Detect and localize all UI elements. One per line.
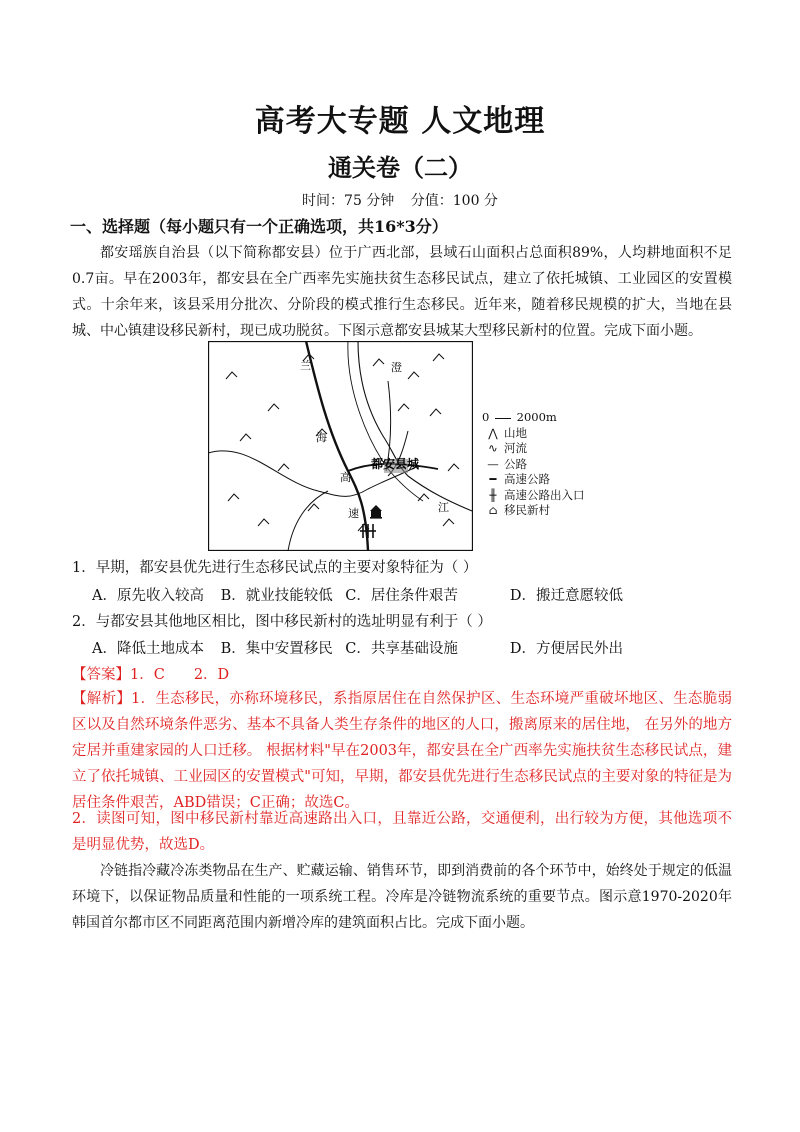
mountain-icon: ⋀ <box>488 425 498 440</box>
river-icon: ∿ <box>488 441 498 455</box>
section-heading: 一、选择题（每小题只有一个正确选项，共16*3分） <box>70 217 448 236</box>
page-title: 高考大专题 人文地理 <box>254 104 546 139</box>
road-icon: — <box>487 456 499 471</box>
legend-highway: 高速公路 <box>504 472 550 486</box>
answer-line <box>72 663 229 684</box>
q1-option-d[interactable]: D．搬迁意愿较低 <box>509 588 623 604</box>
analysis-paragraph-1 <box>72 686 732 816</box>
q2-option-b[interactable]: B．集中安置移民 <box>220 641 333 657</box>
legend-road: 公路 <box>504 456 527 471</box>
q1-option-b[interactable]: B．就业技能较低 <box>220 588 333 604</box>
label-county: 都安县城 <box>371 457 420 471</box>
q2-option-a[interactable]: A．降低土地成本 <box>92 641 204 657</box>
question-2-options <box>92 637 623 658</box>
analysis-tag: 【解析】 <box>72 691 132 707</box>
q2-option-c[interactable]: C．共享基础设施 <box>345 641 458 657</box>
label-hai: 海 <box>316 431 327 444</box>
scale-max: 2000m <box>516 410 557 424</box>
question-2-stem: 2．与都安县其他地区相比，图中移民新村的选址明显有利于（ ） <box>72 614 492 630</box>
label-lan: 兰 <box>300 359 311 372</box>
q2-option-d[interactable]: D．方便居民外出 <box>509 641 623 657</box>
label-yun: 速 <box>348 507 359 520</box>
location-map <box>208 341 473 551</box>
label-jiang: 江 <box>438 501 449 514</box>
highway-exit-icon <box>360 524 376 538</box>
scale-zero: 0 <box>482 410 490 424</box>
exam-score: 分值：100 分 <box>410 193 498 209</box>
question-1-options <box>92 584 623 605</box>
question-1-stem: 1．早期，都安县优先进行生态移民试点的主要对象特征为（ ） <box>72 560 478 576</box>
analysis-text-1: 1．生态移民，亦称环境移民，系指原居住在自然保护区、生态环境严重破坏地区、生态脆弱区以及自然环境条件恶劣、基本不具备人类生存条件的地区的人口，搬离原来的居住地， 在另外的地方定居并重建家园的人口迁移。 根据材料"早在2003年，都安县在全广西率先实施扶贫生态移民试点，建立了依托城镇、工业园区的安置模式"可知，早期，都安县优先进行生态移民试点的主要对象的特征是为居住条件艰苦，ABD错误；C正确；故选C。 <box>72 691 732 811</box>
label-gao: 高 <box>340 471 351 484</box>
exam-meta <box>0 190 800 210</box>
scale-bar <box>482 410 585 426</box>
answer-text: 1．C 2．D <box>130 667 230 683</box>
exit-icon: ╫ <box>489 487 497 502</box>
answer-tag: 【答案】 <box>72 667 130 683</box>
legend-village: 移民新村 <box>504 503 550 517</box>
passage-1: 都安瑶族自治县（以下简称都安县）位于广西北部，县域石山面积占总面积89%，人均耕地面积不足0.7亩。早在2003年，都安县在全广西率先实施扶贫生态移民试点，建立了依托城镇、工业园区的安置模式。十余年来，该县采用分批次、分阶段的模式推行生态移民。近年来，随着移民规模的扩大，当地在县城、中心镇建设移民新村，现已成功脱贫。下图示意都安县城某大型移民新村的位置。完成下面小题。 <box>72 245 732 339</box>
legend-exit: 高速公路出入口 <box>504 487 585 502</box>
map-legend <box>482 410 585 519</box>
q1-option-c[interactable]: C．居住条件艰苦 <box>345 588 458 604</box>
passage-2: 冷链指冷藏冷冻类物品在生产、贮藏运输、销售环节，即到消费前的各个环节中，始终处于规定的低温环境下，以保证物品质量和性能的一项系统工程。冷库是冷链物流系统的重要节点。图示意1970-2020年韩国首尔都市区不同距离范围内新增冷库的建筑面积占比。完成下面小题。 <box>72 863 732 931</box>
highway-icon: ━ <box>489 472 497 486</box>
label-cheng: 澄 <box>391 361 402 374</box>
village-legend-icon: ⌂ <box>488 503 498 517</box>
legend-river: 河流 <box>504 441 527 455</box>
exam-time: 时间：75 分钟 <box>302 193 395 209</box>
page-subtitle: 通关卷（二） <box>328 153 472 182</box>
analysis-paragraph-2: 2．读图可知，图中移民新村靠近高速路出入口，且靠近公路，交通便利，出行较为方便，其他选项不是明显优势，故选D。 <box>72 811 732 853</box>
legend-mountain: 山地 <box>504 425 527 440</box>
q1-option-a[interactable]: A．原先收入较高 <box>92 588 204 604</box>
